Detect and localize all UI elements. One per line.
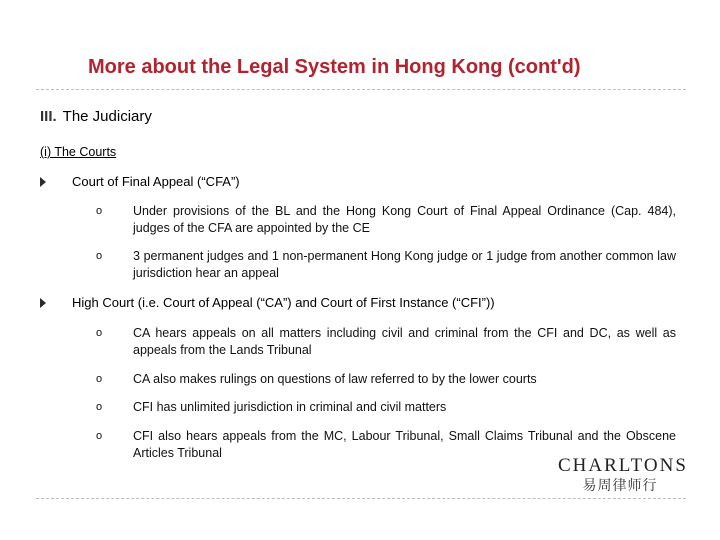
circle-bullet-icon: o [96,430,103,442]
sub-bullet-text: CFI has unlimited jurisdiction in criminal and civil matters [133,400,447,414]
top-divider [36,89,686,90]
circle-bullet-icon: o [96,250,103,262]
section-number: III. [40,108,57,125]
circle-bullet-icon: o [96,205,103,217]
sub-bullet-text: CA hears appeals on all matters including civil and criminal from the CFI and DC, as well as appeals from the Lands Tribunal [133,326,676,357]
bullet-cfa [40,174,240,189]
bullet-text: Court of Final Appeal (“CFA”) [72,174,240,189]
sub-bullet [96,371,676,388]
arrow-bullet-icon [40,177,46,187]
subheading: (i) The Courts [40,145,117,159]
sub-bullet [96,203,676,237]
section-heading [40,108,152,125]
circle-bullet-icon: o [96,327,103,339]
sub-bullet-text: CA also makes rulings on questions of law referred to by the lower courts [133,372,537,386]
sub-bullet-text: CFI also hears appeals from the MC, Labour Tribunal, Small Claims Tribunal and the Obscene Articles Tribunal [133,429,676,460]
sub-bullet-text: Under provisions of the BL and the Hong Kong Court of Final Appeal Ordinance (Cap. 484), judges of the CFA are appointed by the CE [133,204,676,235]
logo-text-zh: 易周律师行 [582,478,658,494]
arrow-bullet-icon [40,298,46,308]
sub-bullet [96,325,676,359]
slide-title: More about the Legal System in Hong Kong (cont'd) [88,56,581,78]
charltons-logo [558,455,688,495]
sub-bullet [96,399,676,416]
sub-bullet-text: 3 permanent judges and 1 non-permanent Hong Kong judge or 1 judge from another common law jurisdiction hear an appeal [133,249,676,280]
bullet-high-court [40,295,495,310]
section-label: The Judiciary [62,108,152,125]
bottom-divider [36,498,686,499]
logo-text-en: CHARLTONS [558,455,688,476]
sub-bullet [96,248,676,282]
bullet-text: High Court (i.e. Court of Appeal (“CA”) and Court of First Instance (“CFI”)) [72,295,495,310]
circle-bullet-icon: o [96,401,103,413]
circle-bullet-icon: o [96,373,103,385]
